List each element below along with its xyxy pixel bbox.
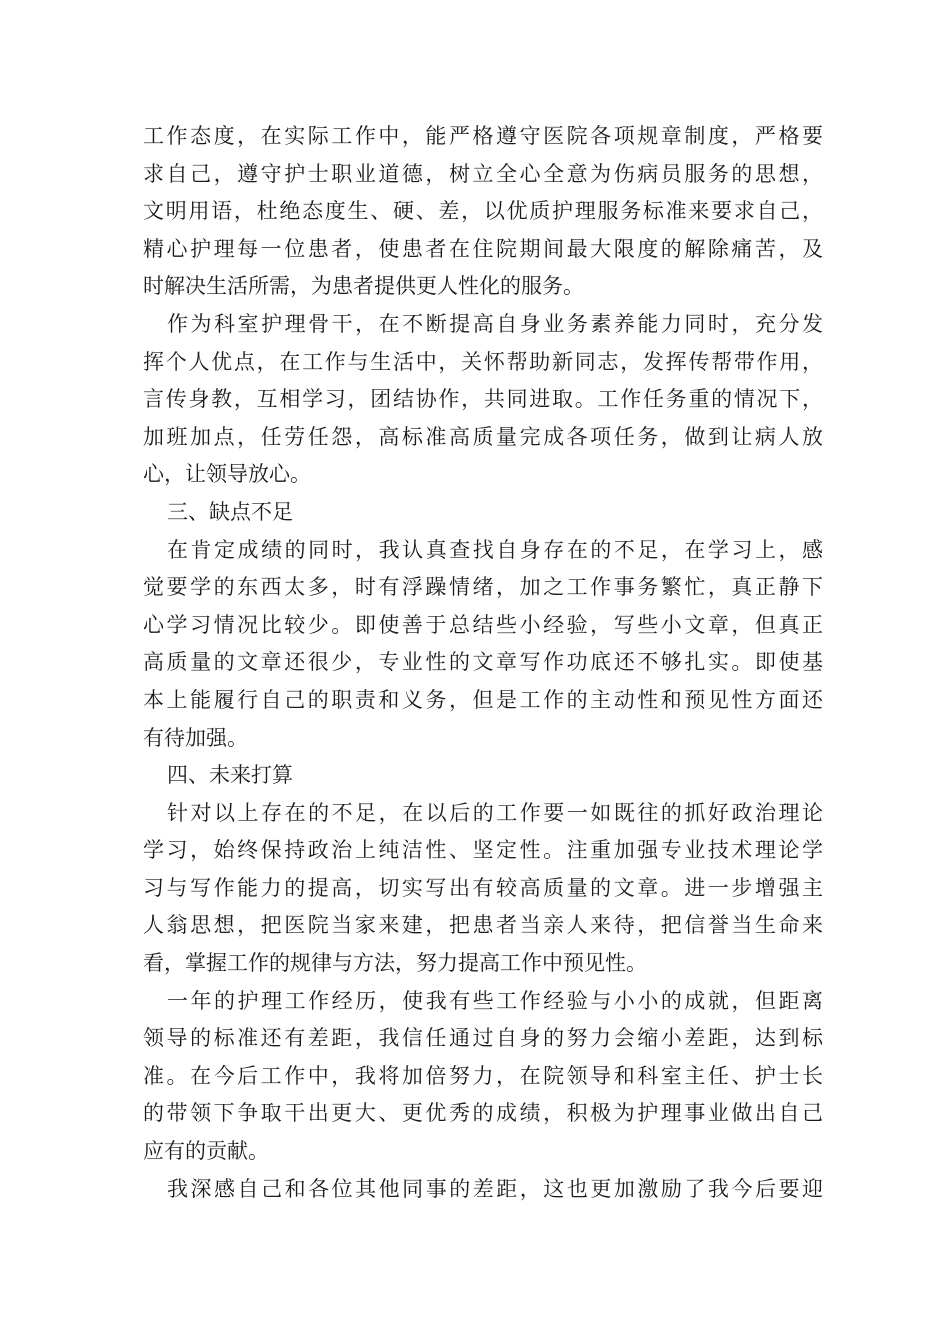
- paragraph-future: [143, 795, 823, 983]
- text-line: 看，掌握工作的规律与方法，努力提高工作中预见性。: [143, 951, 647, 976]
- text-line: 高质量的文章还很少，专业性的文章写作功底还不够扎实。即使基: [143, 650, 823, 675]
- paragraph-deeply-feel: [143, 1171, 823, 1209]
- text-line: 言传身教，互相学习，团结协作，共同进取。工作任务重的情况下，: [143, 387, 823, 412]
- text-line: 作为科室护理骨干，在不断提高自身业务素养能力同时，充分发: [167, 311, 823, 336]
- section-heading-future: 四、未来打算: [167, 763, 293, 788]
- text-line: 精心护理每一位患者，使患者在住院期间最大限度的解除痛苦，及: [143, 236, 823, 261]
- text-line: 的带领下争取干出更大、更优秀的成绩，积极为护理事业做出自己: [143, 1101, 823, 1126]
- text-line: 心，让领导放心。: [143, 462, 311, 487]
- text-line: 领导的标准还有差距，我信任通过自身的努力会缩小差距，达到标: [143, 1026, 823, 1051]
- paragraph-work-attitude: [143, 118, 823, 306]
- text-line: 挥个人优点，在工作与生活中，关怀帮助新同志，发挥传帮带作用，: [143, 349, 823, 374]
- text-line: 一年的护理工作经历，使我有些工作经验与小小的成就，但距离: [167, 988, 823, 1013]
- text-line: 学习，始终保持政治上纯洁性、坚定性。注重加强专业技术理论学: [143, 838, 823, 863]
- text-line: 我深感自己和各位其他同事的差距，这也更加激励了我今后要迎: [167, 1176, 823, 1201]
- text-line: 求自己，遵守护士职业道德，树立全心全意为伤病员服务的思想，: [143, 161, 823, 186]
- text-line: 心学习情况比较少。即使善于总结些小经验，写些小文章，但真正: [143, 612, 823, 637]
- paragraph-shortcomings: [143, 532, 823, 758]
- text-line: 在肯定成绩的同时，我认真查找自身存在的不足，在学习上，感: [167, 537, 823, 562]
- text-line: 针对以上存在的不足，在以后的工作要一如既往的抓好政治理论: [167, 800, 823, 825]
- text-line: 准。在今后工作中，我将加倍努力，在院领导和科室主任、护士长: [143, 1063, 823, 1088]
- text-line: 加班加点，任劳任怨，高标准高质量完成各项任务，做到让病人放: [143, 424, 823, 449]
- text-line: 觉要学的东西太多，时有浮躁情绪，加之工作事务繁忙，真正静下: [143, 575, 823, 600]
- paragraph-backbone: [143, 306, 823, 494]
- text-line: 本上能履行自己的职责和义务，但是工作的主动性和预见性方面还: [143, 687, 823, 712]
- text-line: 文明用语，杜绝态度生、硬、差，以优质护理服务标准来要求自己，: [143, 199, 823, 224]
- text-line: 习与写作能力的提高，切实写出有较高质量的文章。进一步增强主: [143, 875, 823, 900]
- text-line: 有待加强。: [143, 725, 248, 750]
- text-line: 应有的贡献。: [143, 1139, 269, 1164]
- text-line: 人翁思想，把医院当家来建，把患者当亲人来待，把信誉当生命来: [143, 913, 823, 938]
- section-heading-shortcomings: 三、缺点不足: [167, 499, 293, 524]
- paragraph-one-year: [143, 983, 823, 1171]
- document-page: [143, 118, 823, 1208]
- text-line: 时解决生活所需，为患者提供更人性化的服务。: [143, 274, 584, 299]
- text-line: 工作态度，在实际工作中，能严格遵守医院各项规章制度，严格要: [143, 124, 823, 148]
